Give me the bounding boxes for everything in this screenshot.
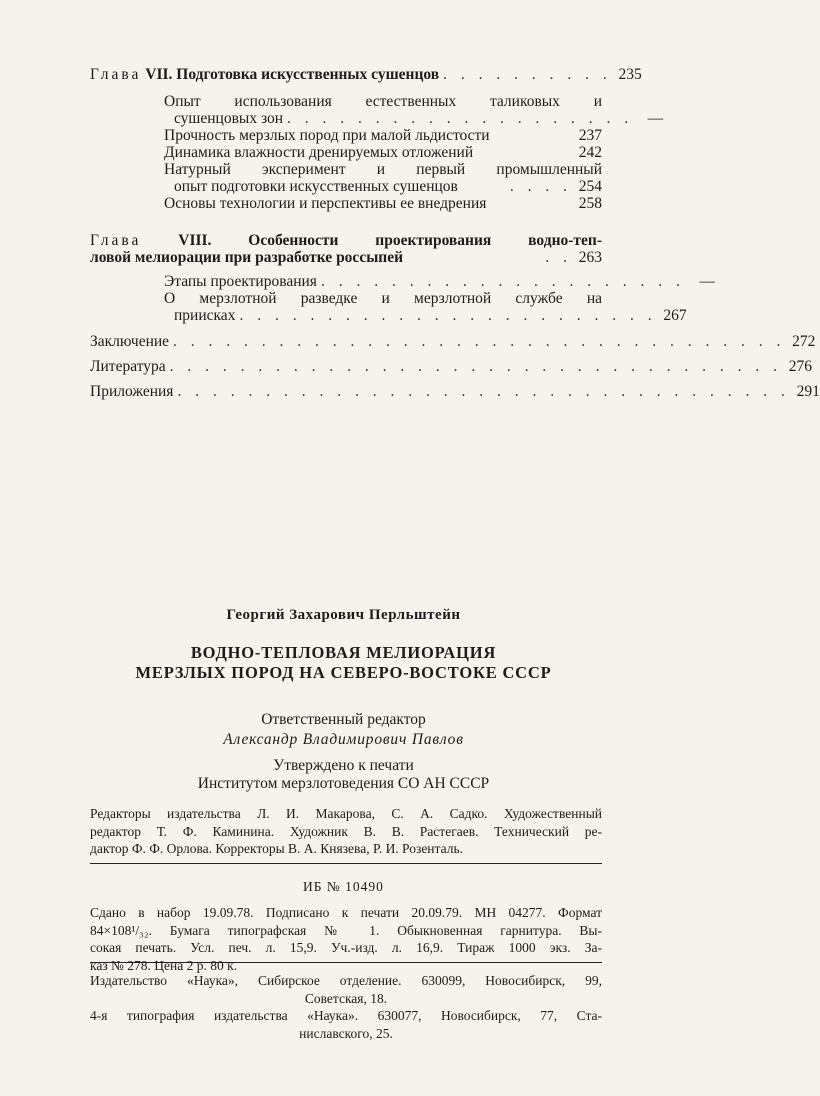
chapter-title-line1: VIII. Особенности проектирования водно-теп- <box>178 232 602 249</box>
toc-item: Основы технологии и перспективы ее внедрения 258 <box>164 195 602 212</box>
toc-chapter-8: Глава VIII. Особенности проектирования водно-теп- ловой мелиорации при разработке россыпей . . 263 <box>90 232 602 266</box>
ib-number: ИБ № 10490 <box>303 879 384 894</box>
chapter-label: Глава <box>90 66 142 83</box>
chapter-label: Глава <box>90 232 142 249</box>
toc-item: Натурный эксперимент и первый промышленный опыт подготовки искусственных сушенцов . . . . 254 <box>164 161 602 195</box>
print-line: 84×108¹/₃₂. Бумага типографская № 1. Обыкновенная гарнитура. Вы- <box>90 922 602 938</box>
printer-line: ниславского, 25. <box>299 1025 393 1041</box>
publisher-line: Советская, 18. <box>304 990 388 1006</box>
print-line: сокая печать. Усл. печ. л. 15,9. Уч.-изд. л. 16,9. Тираж 1000 экз. За- <box>90 940 602 955</box>
page-number: 254 <box>578 178 602 195</box>
page-number: 272 <box>792 333 816 350</box>
page-number: 242 <box>578 144 602 161</box>
editor-name: Александр Владимирович Павлов <box>223 731 464 748</box>
credits-line: редактор Т. Ф. Каминина. Художник В. В. Растегаев. Технический ре- <box>90 823 602 839</box>
editor-label: Ответственный редактор <box>261 711 426 728</box>
author-name: Георгий Захарович Перльштейн <box>226 607 461 623</box>
toc-item: Прочность мерзлых пород при малой льдистости 237 <box>164 127 602 144</box>
publisher-info <box>90 972 602 1042</box>
toc-item: Литература . . . . . . . . . . . . . . . . . . . . . . . . . . . . . . . . . . . 276 <box>90 358 813 375</box>
page-number: 276 <box>788 358 813 375</box>
editors-credits <box>90 805 602 858</box>
toc-chapter-7: Глава VII. Подготовка искусственных сушенцов . . . . . . . . . . 235 <box>90 66 642 83</box>
divider <box>90 962 602 963</box>
toc-item: Этапы проектирования . . . . . . . . . . . . . . . . . . . . . — <box>164 273 715 290</box>
chapter-title-line2: ловой мелиорации при разработке россыпей <box>90 249 404 266</box>
toc-item: Опыт использования естественных таликовых и сушенцовых зон . . . . . . . . . . . . . . . . . . . . — <box>164 93 664 127</box>
page-number: 263 <box>578 249 602 266</box>
divider <box>90 863 602 864</box>
page-number: — <box>699 273 715 290</box>
credits-line: Редакторы издательства Л. И. Макарова, С. А. Садко. Художественный <box>90 806 602 821</box>
page-number: — <box>647 110 664 127</box>
page-number: 237 <box>578 127 602 144</box>
approval-line2: Институтом мерзлотоведения СО АН СССР <box>197 775 490 792</box>
page-number: 291 <box>796 383 820 400</box>
publisher-line: Издательство «Наука», Сибирское отделение. 630099, Новосибирск, 99, <box>90 973 602 988</box>
page-number: 235 <box>618 66 642 83</box>
toc-item: Приложения . . . . . . . . . . . . . . . . . . . . . . . . . . . . . . . . . . . 291 <box>90 383 820 400</box>
printing-details <box>90 904 602 974</box>
toc-item: Заключение . . . . . . . . . . . . . . . . . . . . . . . . . . . . . . . . . . . 272 <box>90 333 816 350</box>
print-line: Сдано в набор 19.09.78. Подписано к печати 20.09.79. МН 04277. Формат <box>90 905 602 920</box>
book-title-line1: ВОДНО-ТЕПЛОВАЯ МЕЛИОРАЦИЯ <box>190 643 497 662</box>
credits-line: дактор Ф. Ф. Орлова. Корректоры В. А. Князева, Р. И. Розенталь. <box>90 841 463 856</box>
print-line: каз № 278. Цена 2 р. 80 к. <box>90 957 238 973</box>
page-number: 258 <box>578 195 602 212</box>
approval-line1: Утверждено к печати <box>273 757 414 774</box>
toc-item: О мерзлотной разведке и мерзлотной службе на приисках . . . . . . . . . . . . . . . . . . . . . . . . 267 <box>164 290 687 324</box>
chapter-title: VII. Подготовка искусственных сушенцов <box>145 66 440 83</box>
printer-line: 4-я типография издательства «Наука». 630077, Новосибирск, 77, Ста- <box>90 1008 602 1023</box>
page-number: 267 <box>663 307 687 324</box>
toc-item: Динамика влажности дренируемых отложений 242 <box>164 144 602 161</box>
book-title-line2: МЕРЗЛЫХ ПОРОД НА СЕВЕРО-ВОСТОКЕ СССР <box>135 663 552 682</box>
